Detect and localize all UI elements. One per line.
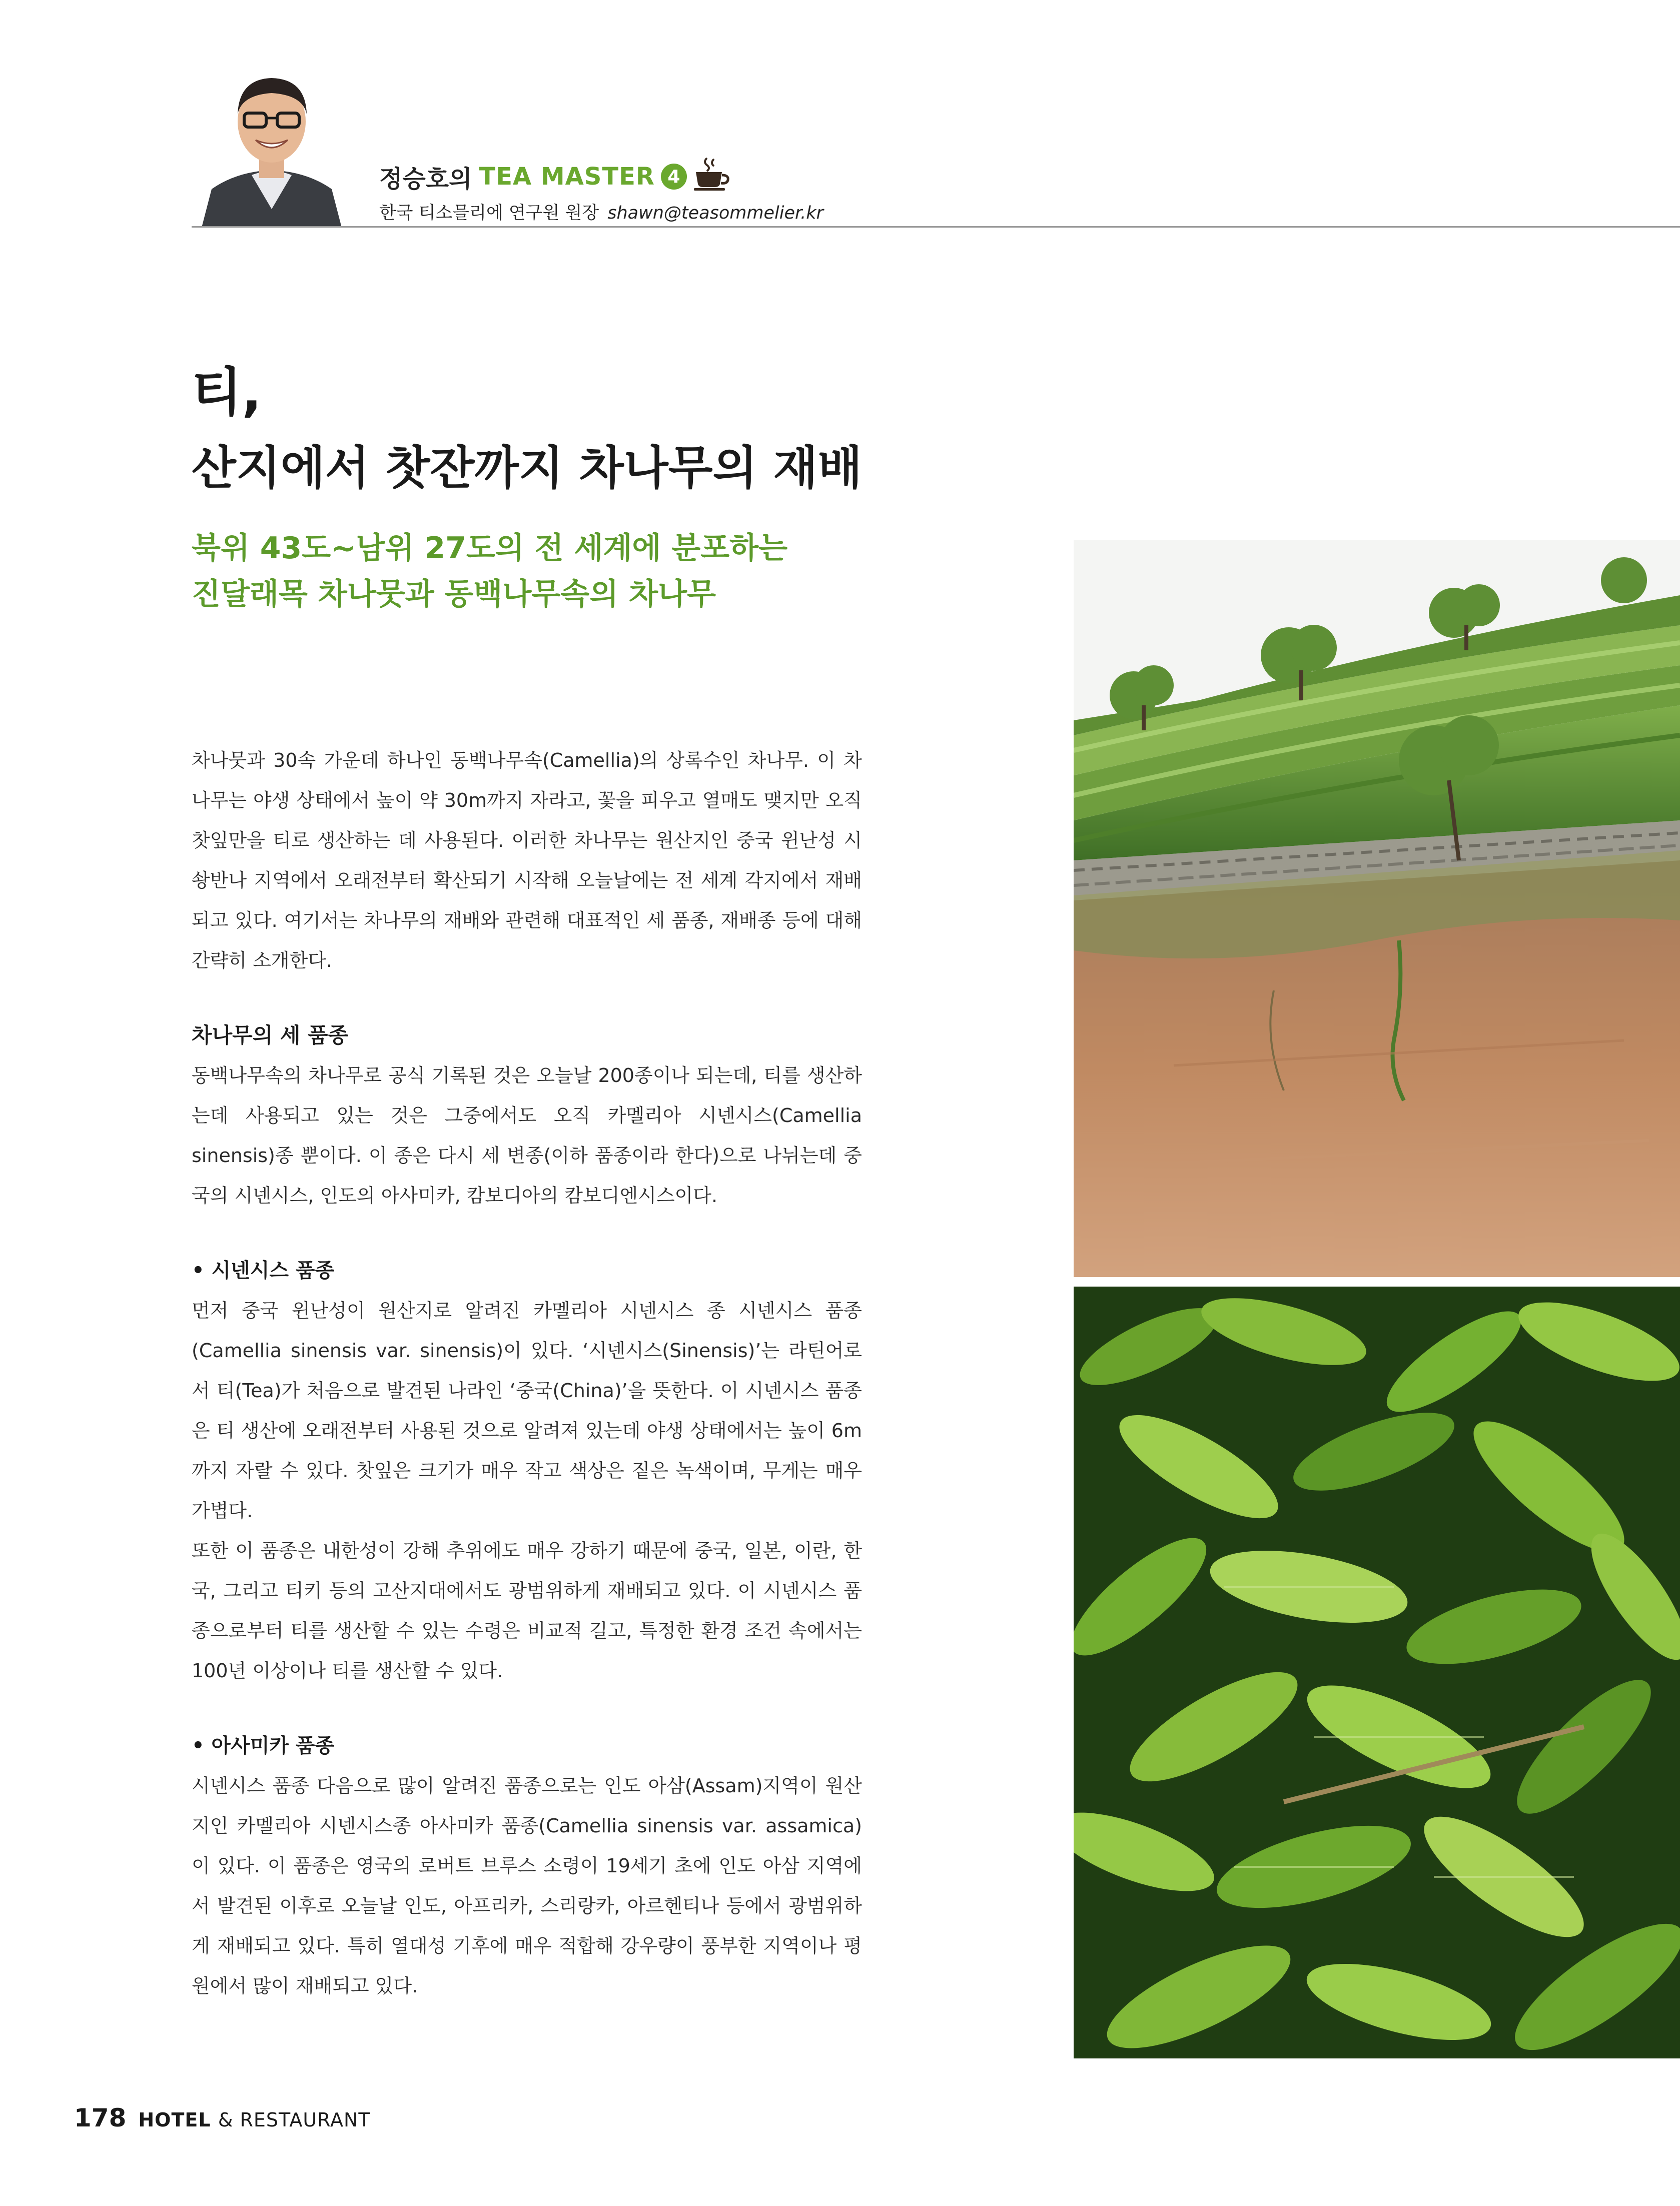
sinensis-paragraph-1: 먼저 중국 윈난성이 원산지로 알려진 카멜리아 시넨시스 종 시넨시스 품종(Camellia sinensis var. sinensis)이 있다. ‘시넨시스(Sinensis)’는 라틴어로서 티(Tea)가 처음으로 발견된 나라인 ‘중국(China)’을 뜻한다. 이 시넨시스 품종은 티 생산에 오래전부터 사용된 것으로 알려져 있는데 야생 상태에서는 높이 6m까지 자랄 수 있다. 찻잎은 크기가 매우 작고 색상은 짙은 녹색이며, 무게는 매우 가볍다.	[192, 1300, 862, 1522]
affiliation-text: 한국 티소믈리에 연구원 원장	[379, 203, 599, 223]
author-affiliation	[379, 199, 823, 224]
page-footer	[74, 2103, 371, 2132]
header-divider	[192, 226, 1680, 228]
subtitle-line2: 진달래목 차나뭇과 동백나무속의 차나무	[192, 577, 716, 612]
article-body	[192, 740, 862, 2006]
article-header	[0, 0, 1680, 230]
author-name: 정승호의	[379, 165, 472, 193]
page-number: 178	[74, 2103, 127, 2132]
article-title-line2: 산지에서 찻잔까지 차나무의 재배	[192, 441, 863, 495]
intro-paragraph: 차나뭇과 30속 가운데 하나인 동백나무속(Camellia)의 상록수인 차나무. 이 차나무는 야생 상태에서 높이 약 30m까지 자라고, 꽃을 피우고 열매도 맺지만 오직 찻잎만을 티로 생산하는 데 사용된다. 이러한 차나무는 원산지인 중국 윈난성 시솽반나 지역에서 오래전부터 확산되기 시작해 오늘날에는 전 세계 각지에서 재배되고 있다. 여기서는 차나무의 재배와 관련해 대표적인 세 품종, 재배종 등에 대해 간략히 소개한다.	[192, 749, 862, 971]
tea-leaves-closeup-photo	[1074, 1287, 1680, 2058]
tea-cup-icon	[687, 156, 731, 197]
magazine-name	[138, 2109, 370, 2131]
magazine-name-hotel: HOTEL	[138, 2109, 211, 2131]
series-name: TEA MASTER	[479, 163, 655, 191]
sinensis-heading: • 시넨시스 품종	[192, 1259, 335, 1282]
author-portrait	[192, 64, 352, 228]
tea-plantation-terrace-photo	[1074, 540, 1680, 1277]
article-title-line1: 티,	[192, 362, 262, 423]
subtitle-line1: 북위 43도~남위 27도의 전 세계에 분포하는	[192, 531, 788, 566]
author-email: shawn@teasommelier.kr	[607, 203, 823, 223]
magazine-name-restaurant: & RESTAURANT	[218, 2109, 371, 2131]
article-subtitle	[192, 525, 787, 617]
sinensis-paragraph-2: 또한 이 품종은 내한성이 강해 추위에도 매우 강하기 때문에 중국, 일본, 이란, 한국, 그리고 티키 등의 고산지대에서도 광범위하게 재배되고 있다. 이 시넨시스 품종으로부터 티를 생산할 수 있는 수령은 비교적 길고, 특정한 환경 조건 속에서는 100년 이상이나 티를 생산할 수 있다.	[192, 1540, 862, 1682]
series-number-badge: 4	[661, 164, 687, 190]
column-byline	[379, 159, 731, 194]
assamica-paragraph: 시넨시스 품종 다음으로 많이 알려진 품종으로는 인도 아삼(Assam)지역이 원산지인 카멜리아 시넨시스종 아사미카 품종(Camellia sinensis var. assamica)이 있다. 이 품종은 영국의 로버트 브루스 소령이 19세기 초에 인도 아삼 지역에서 발견된 이후로 오늘날 인도, 아프리카, 스리랑카, 아르헨티나 등에서 광범위하게 재배되고 있다. 특히 열대성 기후에 매우 적합해 강우량이 풍부한 지역이나 평원에서 많이 재배되고 있다.	[192, 1775, 862, 1997]
three-varieties-paragraph: 동백나무속의 차나무로 공식 기록된 것은 오늘날 200종이나 되는데, 티를 생산하는데 사용되고 있는 것은 그중에서도 오직 카멜리아 시넨시스(Camellia sinensis)종 뿐이다. 이 종은 다시 세 변종(이하 품종이라 한다)으로 나뉘는데 중국의 시넨시스, 인도의 아사미카, 캄보디아의 캄보디엔시스이다.	[192, 1064, 862, 1207]
section-heading-three-varieties: 차나무의 세 품종	[192, 1023, 349, 1047]
assamica-heading: • 아사미카 품종	[192, 1734, 335, 1757]
